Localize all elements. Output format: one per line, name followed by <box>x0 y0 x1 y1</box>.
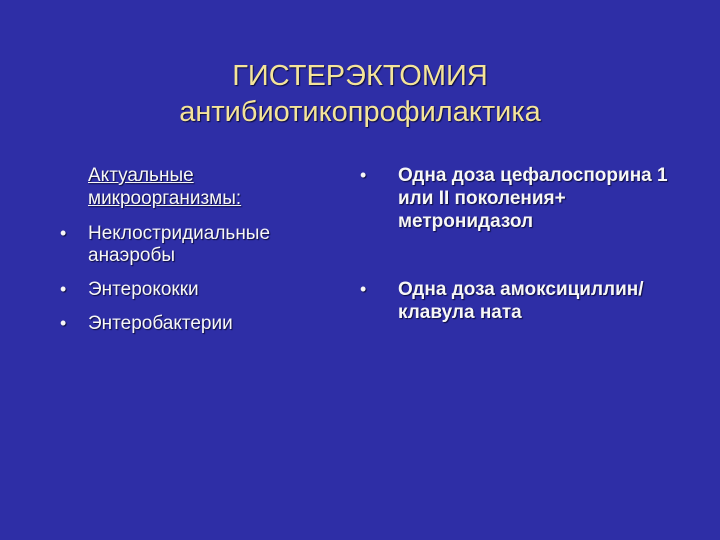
microorganisms-heading: Актуальные микроорганизмы: <box>88 165 242 209</box>
list-item-text: Одна доза амоксициллин/клавула ната <box>398 279 644 324</box>
title-line-2: антибиотикопрофилактика <box>179 96 541 129</box>
list-item <box>360 165 680 233</box>
list-item-text: Неклостридиальные анаэробы <box>88 222 271 267</box>
list-item-text: Энтерококки <box>88 279 199 301</box>
bullet-icon: • <box>60 222 67 243</box>
bullet-icon: • <box>360 165 367 185</box>
bullet-icon: • <box>60 279 67 300</box>
list-item <box>360 279 680 325</box>
list-item <box>60 223 330 269</box>
list-item <box>60 279 330 302</box>
left-column <box>60 165 330 347</box>
title-line-1: ГИСТЕРЭКТОМИЯ <box>232 60 488 92</box>
list-item-text: Одна доза цефалоспорина 1 или II поколения+ метронидазол <box>398 165 668 232</box>
right-column <box>360 165 680 325</box>
bullet-icon: • <box>360 279 367 300</box>
list-item <box>60 313 330 336</box>
bullet-icon: • <box>60 312 67 333</box>
list-item-text: Энтеробактерии <box>88 312 233 334</box>
slide-title <box>0 58 720 131</box>
